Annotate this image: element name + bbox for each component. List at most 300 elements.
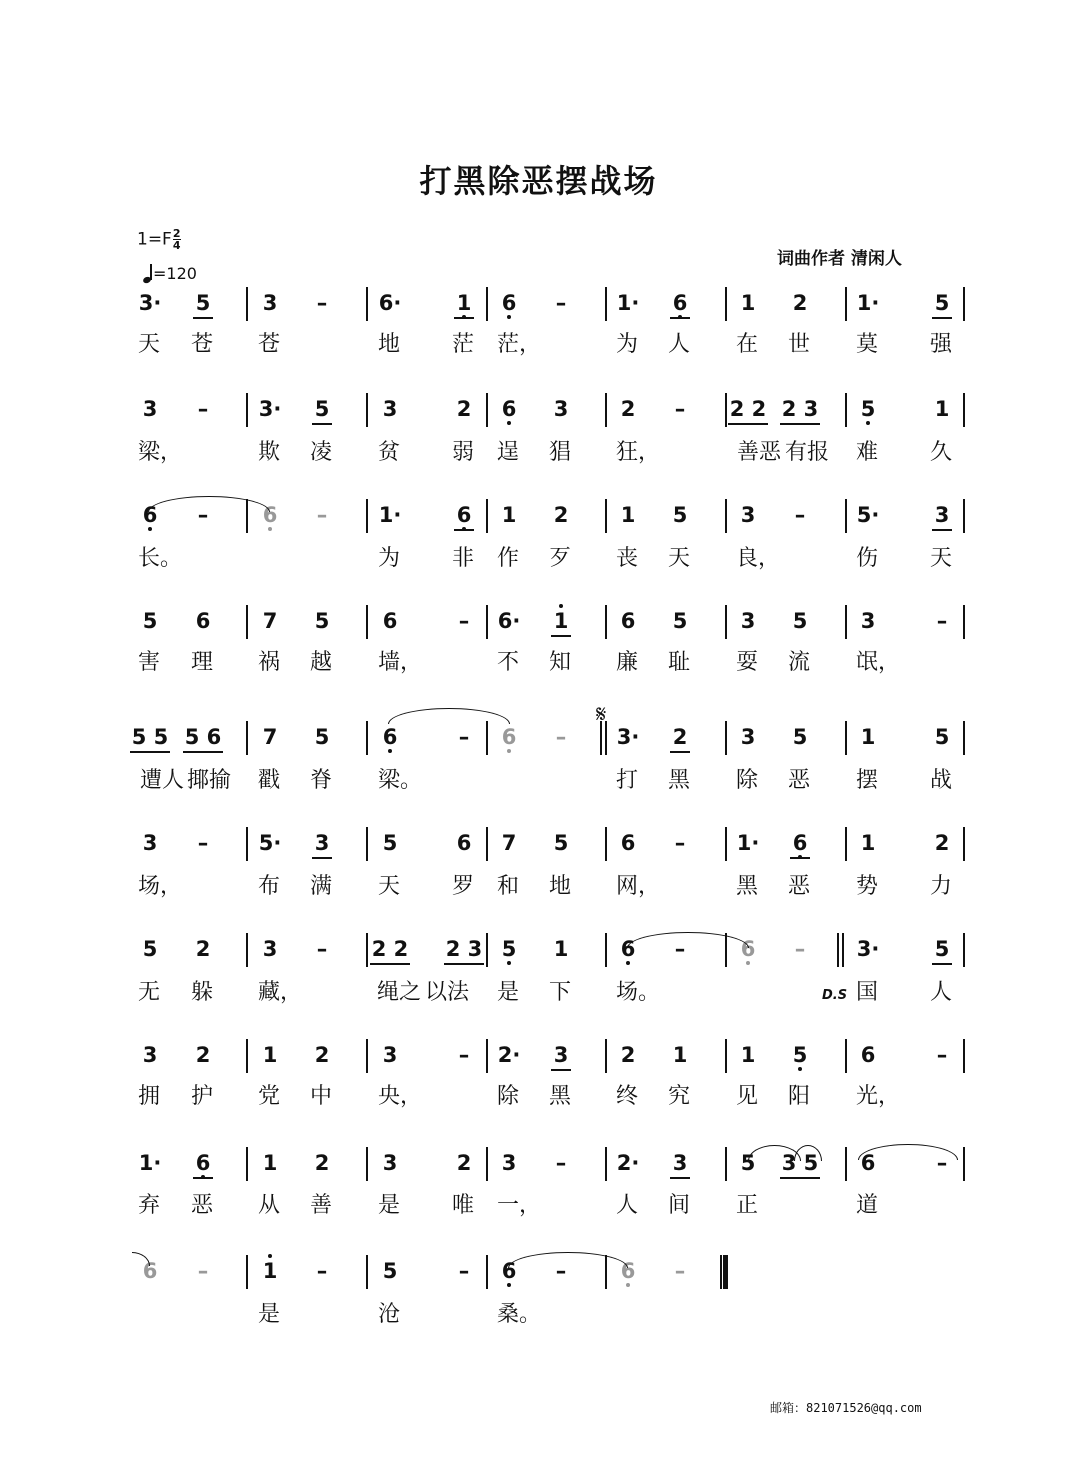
- note-value: 2 3: [445, 937, 483, 961]
- repeat-bar-line: [720, 1255, 728, 1289]
- note-value: 3·: [138, 291, 162, 315]
- note-value: –: [197, 503, 209, 527]
- lyric-syllable: 遭人: [140, 768, 185, 793]
- note: [250, 395, 290, 423]
- bar-line: [246, 933, 248, 967]
- note-value: –: [316, 291, 328, 315]
- bar-line: [963, 721, 965, 755]
- underline-mark: [932, 529, 952, 531]
- bar-line: [605, 393, 607, 427]
- note-value: 1·: [378, 503, 402, 527]
- note: [370, 501, 410, 529]
- lyric-syllable: 场，: [138, 874, 183, 899]
- underline-mark: [551, 1069, 571, 1071]
- note: [728, 289, 768, 317]
- note-value: 1: [262, 1043, 278, 1067]
- note-value: 2: [792, 291, 808, 315]
- note: [489, 289, 529, 317]
- lyric-syllable: 沧: [378, 1302, 401, 1327]
- note: [608, 829, 648, 857]
- note-value: 6: [620, 937, 636, 961]
- note: [608, 1041, 648, 1069]
- note: [302, 395, 342, 423]
- lyric-syllable: 茫: [452, 332, 475, 357]
- note-value: 5: [195, 291, 211, 315]
- note-value: 3·: [616, 725, 640, 749]
- lyric-syllable: 人: [668, 332, 691, 357]
- note: [608, 723, 648, 751]
- note: [250, 1149, 290, 1177]
- lyric-syllable: 央，: [378, 1084, 423, 1109]
- bar-line: [605, 933, 607, 967]
- bar-line: [963, 827, 965, 861]
- note-value: –: [555, 1259, 567, 1283]
- note-value: 2: [620, 397, 636, 421]
- note: [660, 607, 700, 635]
- note-value: 3: [740, 503, 756, 527]
- bar-line: [725, 1147, 727, 1181]
- note: [183, 829, 223, 857]
- bar-line: [486, 393, 488, 427]
- note-value: 2: [672, 725, 688, 749]
- note-value: 3: [740, 609, 756, 633]
- lyric-syllable: 地: [549, 874, 572, 899]
- lyric-syllable: 贫: [378, 440, 401, 465]
- octave-dot-below: [148, 527, 152, 531]
- note-value: –: [794, 937, 806, 961]
- bar-line: [963, 1039, 965, 1073]
- lyric-syllable: 道: [856, 1193, 879, 1218]
- note-value: 2 2: [729, 397, 767, 421]
- lyric-syllable: 是: [378, 1193, 401, 1218]
- bar-line: [605, 287, 607, 321]
- note-value: 5: [672, 609, 688, 633]
- note: [608, 607, 648, 635]
- note: [302, 829, 342, 857]
- lyric-syllable: 地: [378, 332, 401, 357]
- bar-line: [845, 287, 847, 321]
- note-value: 3: [934, 503, 950, 527]
- bar-line: [366, 933, 368, 967]
- note-value: 1: [860, 831, 876, 855]
- note: [541, 829, 581, 857]
- octave-dot-below: [201, 1175, 205, 1179]
- lyric-syllable: 天: [668, 546, 691, 571]
- note: [541, 395, 581, 423]
- lyric-syllable: 茫，: [497, 332, 542, 357]
- octave-dot-below: [798, 1067, 802, 1071]
- note-value: 2: [314, 1151, 330, 1175]
- note: [370, 289, 410, 317]
- lyric-syllable: 揶揄: [187, 768, 232, 793]
- lyric-syllable: 打: [616, 768, 639, 793]
- bar-line: [725, 721, 727, 755]
- note-value: 1: [934, 397, 950, 421]
- note: [370, 1041, 410, 1069]
- bar-line: [246, 287, 248, 321]
- bar-line: [845, 827, 847, 861]
- note: [660, 1041, 700, 1069]
- bar-line: [605, 1147, 607, 1181]
- note: [608, 289, 648, 317]
- note-value: 5: [142, 937, 158, 961]
- bar-line: [366, 605, 368, 639]
- octave-dot-below: [268, 527, 272, 531]
- note: [728, 723, 768, 751]
- note: [183, 289, 223, 317]
- note-value: 2: [195, 1043, 211, 1067]
- tempo-marking: [143, 263, 197, 283]
- lyric-syllable: 场。: [616, 980, 661, 1005]
- note: [250, 1257, 290, 1285]
- note-value: 1: [672, 1043, 688, 1067]
- tie-arc: [148, 496, 270, 512]
- note: [780, 289, 820, 317]
- note-value: 5: [934, 291, 950, 315]
- note-value: –: [197, 1259, 209, 1283]
- note: [780, 1041, 820, 1069]
- bar-line: [366, 721, 368, 755]
- note-value: 3: [262, 937, 278, 961]
- underline-mark: [670, 751, 690, 753]
- note-value: 1: [501, 503, 517, 527]
- note-value: 1·: [616, 291, 640, 315]
- bar-line: [366, 1039, 368, 1073]
- bar-line: [725, 393, 727, 427]
- tie-arc: [748, 1145, 801, 1161]
- lyric-syllable: 网，: [616, 874, 661, 899]
- note: [489, 1041, 529, 1069]
- underline-mark: [193, 317, 213, 319]
- note-value: 3: [860, 609, 876, 633]
- note-value: 6: [620, 831, 636, 855]
- lyric-syllable: 不: [497, 650, 520, 675]
- repeat-bar-line: [837, 933, 844, 967]
- note-value: 2: [553, 503, 569, 527]
- lyric-syllable: 凌: [310, 440, 333, 465]
- note-value: 2: [620, 1043, 636, 1067]
- lyric-syllable: 绳之: [377, 980, 422, 1005]
- lyric-syllable: 氓，: [856, 650, 901, 675]
- octave-dot-below: [746, 961, 750, 965]
- note-value: 5: [314, 725, 330, 749]
- lyric-syllable: 光，: [856, 1084, 901, 1109]
- note-value: –: [674, 1259, 686, 1283]
- note-value: 5: [934, 937, 950, 961]
- lyric-syllable: 人: [930, 980, 953, 1005]
- ds-marking: D.S: [822, 988, 848, 1003]
- bar-line: [725, 499, 727, 533]
- bar-line: [963, 605, 965, 639]
- bar-line: [366, 827, 368, 861]
- bar-line: [725, 827, 727, 861]
- note: [444, 1149, 484, 1177]
- note: [848, 501, 888, 529]
- note-value: –: [316, 503, 328, 527]
- note: [370, 395, 410, 423]
- octave-dot-below: [462, 315, 466, 319]
- lyric-syllable: 墙，: [378, 650, 423, 675]
- note-value: 5: [382, 831, 398, 855]
- note: [130, 935, 170, 963]
- note: [250, 723, 290, 751]
- lyric-syllable: 莫: [856, 332, 879, 357]
- note-value: 5: [672, 503, 688, 527]
- note-value: –: [458, 1043, 470, 1067]
- bar-line: [366, 393, 368, 427]
- note: [541, 1149, 581, 1177]
- bar-line: [963, 393, 965, 427]
- note: [183, 1041, 223, 1069]
- note: [489, 723, 529, 751]
- bar-line: [246, 1147, 248, 1181]
- note-value: –: [936, 1043, 948, 1067]
- note-value: 1: [262, 1151, 278, 1175]
- bar-line: [246, 1039, 248, 1073]
- note: [608, 501, 648, 529]
- note: [302, 289, 342, 317]
- note: [848, 1041, 888, 1069]
- note: [489, 829, 529, 857]
- note: [922, 829, 962, 857]
- note: [728, 501, 768, 529]
- note-value: 1·: [856, 291, 880, 315]
- lyric-syllable: 为: [378, 546, 401, 571]
- octave-dot-below: [462, 527, 466, 531]
- lyric-syllable: 梁。: [378, 768, 423, 793]
- note-value: 5: [314, 609, 330, 633]
- note: [302, 723, 342, 751]
- note: [130, 289, 170, 317]
- lyric-syllable: 间: [668, 1193, 691, 1218]
- note-value: 3: [314, 831, 330, 855]
- note: [130, 607, 170, 635]
- octave-dot-below: [626, 961, 630, 965]
- lyric-syllable: 躲: [191, 980, 214, 1005]
- note: [848, 723, 888, 751]
- lyric-syllable: 猖: [549, 440, 572, 465]
- bar-line: [486, 499, 488, 533]
- note-value: 6: [382, 725, 398, 749]
- note: [444, 1041, 484, 1069]
- note: [489, 935, 529, 963]
- underline-mark: [370, 963, 410, 965]
- lyric-syllable: 罗: [452, 874, 475, 899]
- note: [444, 289, 484, 317]
- lyric-syllable: 下: [549, 980, 572, 1005]
- note: [728, 607, 768, 635]
- note-value: 6: [501, 397, 517, 421]
- note-value: 2: [934, 831, 950, 855]
- note: [444, 829, 484, 857]
- lyric-syllable: 一，: [497, 1193, 542, 1218]
- lyric-syllable: 力: [930, 874, 953, 899]
- note-value: 6: [620, 1259, 636, 1283]
- lyric-syllable: 天: [378, 874, 401, 899]
- underline-mark: [312, 423, 332, 425]
- note: [444, 1257, 484, 1285]
- note: [660, 829, 700, 857]
- bar-line: [845, 499, 847, 533]
- note: [848, 829, 888, 857]
- lyric-syllable: 恶: [788, 874, 811, 899]
- note: [302, 1257, 342, 1285]
- segno-sign: 𝄋: [596, 700, 607, 728]
- note: [250, 935, 290, 963]
- octave-dot-below: [507, 749, 511, 753]
- note: [302, 1149, 342, 1177]
- lyric-syllable: 强: [930, 332, 953, 357]
- note-value: 3: [382, 1151, 398, 1175]
- tie-arc: [508, 1252, 628, 1268]
- lyric-syllable: 阳: [788, 1084, 811, 1109]
- note: [660, 395, 700, 423]
- note-value: 3·: [856, 937, 880, 961]
- lyric-syllable: 弃: [138, 1193, 161, 1218]
- note-value: 1: [262, 1259, 278, 1283]
- note: [922, 289, 962, 317]
- lyric-syllable: 和: [497, 874, 520, 899]
- lyric-syllable: 苍: [191, 332, 214, 357]
- note-value: 5: [553, 831, 569, 855]
- note-value: 7: [262, 725, 278, 749]
- note-value: –: [555, 725, 567, 749]
- lyric-syllable: 无: [138, 980, 161, 1005]
- lyric-syllable: 以法: [425, 980, 470, 1005]
- bar-line: [486, 287, 488, 321]
- octave-dot-above: [268, 1254, 272, 1258]
- quarter-note-icon: [143, 263, 153, 283]
- octave-dot-above: [559, 604, 563, 608]
- bar-line: [486, 605, 488, 639]
- bar-line: [246, 721, 248, 755]
- lyric-syllable: 桑。: [497, 1302, 542, 1327]
- lyric-syllable: 终: [616, 1084, 639, 1109]
- note-value: 5: [142, 609, 158, 633]
- note: [541, 1041, 581, 1069]
- note-value: 3: [672, 1151, 688, 1175]
- lyric-syllable: 流: [788, 650, 811, 675]
- note: [660, 1149, 700, 1177]
- note-value: 3: [553, 397, 569, 421]
- bar-line: [725, 1039, 727, 1073]
- note: [489, 1149, 529, 1177]
- lyric-syllable: 藏，: [258, 980, 303, 1005]
- note: [183, 607, 223, 635]
- underline-mark: [551, 635, 571, 637]
- note-value: –: [674, 397, 686, 421]
- note-value: 5 5: [131, 725, 169, 749]
- note-value: 1·: [736, 831, 760, 855]
- tie-arc: [388, 708, 510, 724]
- note-value: 6: [740, 937, 756, 961]
- note-value: 5: [792, 609, 808, 633]
- underline-mark: [932, 963, 952, 965]
- underline-mark: [780, 423, 820, 425]
- note: [541, 289, 581, 317]
- lyric-syllable: 天: [138, 332, 161, 357]
- lyric-syllable: 黑: [736, 874, 759, 899]
- note: [302, 1041, 342, 1069]
- note: [660, 1257, 700, 1285]
- bar-line: [605, 499, 607, 533]
- note-value: 3: [142, 397, 158, 421]
- bar-line: [725, 287, 727, 321]
- note-value: 2·: [616, 1151, 640, 1175]
- lyric-syllable: 究: [668, 1084, 691, 1109]
- bar-line: [486, 1039, 488, 1073]
- key-signature: [137, 228, 181, 251]
- lyric-syllable: 廉: [616, 650, 639, 675]
- note: [541, 723, 581, 751]
- note: [922, 723, 962, 751]
- note: [848, 289, 888, 317]
- note: [489, 501, 529, 529]
- note-value: 6·: [497, 609, 521, 633]
- composer-credit: 词曲作者 清闲人: [777, 249, 902, 269]
- lyric-syllable: 逞: [497, 440, 520, 465]
- lyric-syllable: 天: [930, 546, 953, 571]
- lyric-syllable: 为: [616, 332, 639, 357]
- note-value: 7: [501, 831, 517, 855]
- bar-line: [486, 1147, 488, 1181]
- lyric-syllable: 中: [310, 1084, 333, 1109]
- key-label: 1=F: [137, 229, 172, 250]
- lyric-syllable: 狂，: [616, 440, 661, 465]
- octave-dot-below: [507, 315, 511, 319]
- note: [728, 1041, 768, 1069]
- note: [250, 607, 290, 635]
- note-value: 3·: [258, 397, 282, 421]
- note: [130, 1041, 170, 1069]
- lyric-syllable: 党: [258, 1084, 281, 1109]
- lyric-syllable: 黑: [668, 768, 691, 793]
- note-value: –: [197, 397, 209, 421]
- note: [922, 607, 962, 635]
- tie-arc: [794, 1145, 822, 1161]
- note-value: 5: [382, 1259, 398, 1283]
- lyric-syllable: 世: [788, 332, 811, 357]
- lyric-syllable: 恶: [788, 768, 811, 793]
- note-value: 1: [740, 1043, 756, 1067]
- lyric-syllable: 从: [258, 1193, 281, 1218]
- octave-dot-below: [388, 749, 392, 753]
- note-value: 3: [142, 831, 158, 855]
- lyric-syllable: 善: [310, 1193, 333, 1218]
- lyric-syllable: 是: [258, 1302, 281, 1327]
- note-value: 5: [792, 725, 808, 749]
- lyric-syllable: 祸: [258, 650, 281, 675]
- tie-arc: [858, 1144, 958, 1160]
- bar-line: [963, 933, 965, 967]
- note: [250, 1041, 290, 1069]
- note: [250, 289, 290, 317]
- note: [183, 1149, 223, 1177]
- note-value: –: [674, 831, 686, 855]
- note-value: 6: [262, 503, 278, 527]
- note: [130, 395, 170, 423]
- note-value: 1: [456, 291, 472, 315]
- underline-mark: [670, 1177, 690, 1179]
- note: [608, 395, 648, 423]
- note: [489, 395, 529, 423]
- note: [780, 829, 820, 857]
- note-value: 6: [142, 1259, 158, 1283]
- note-value: –: [555, 1151, 567, 1175]
- note-value: 3: [501, 1151, 517, 1175]
- bar-line: [366, 499, 368, 533]
- octave-dot-below: [866, 421, 870, 425]
